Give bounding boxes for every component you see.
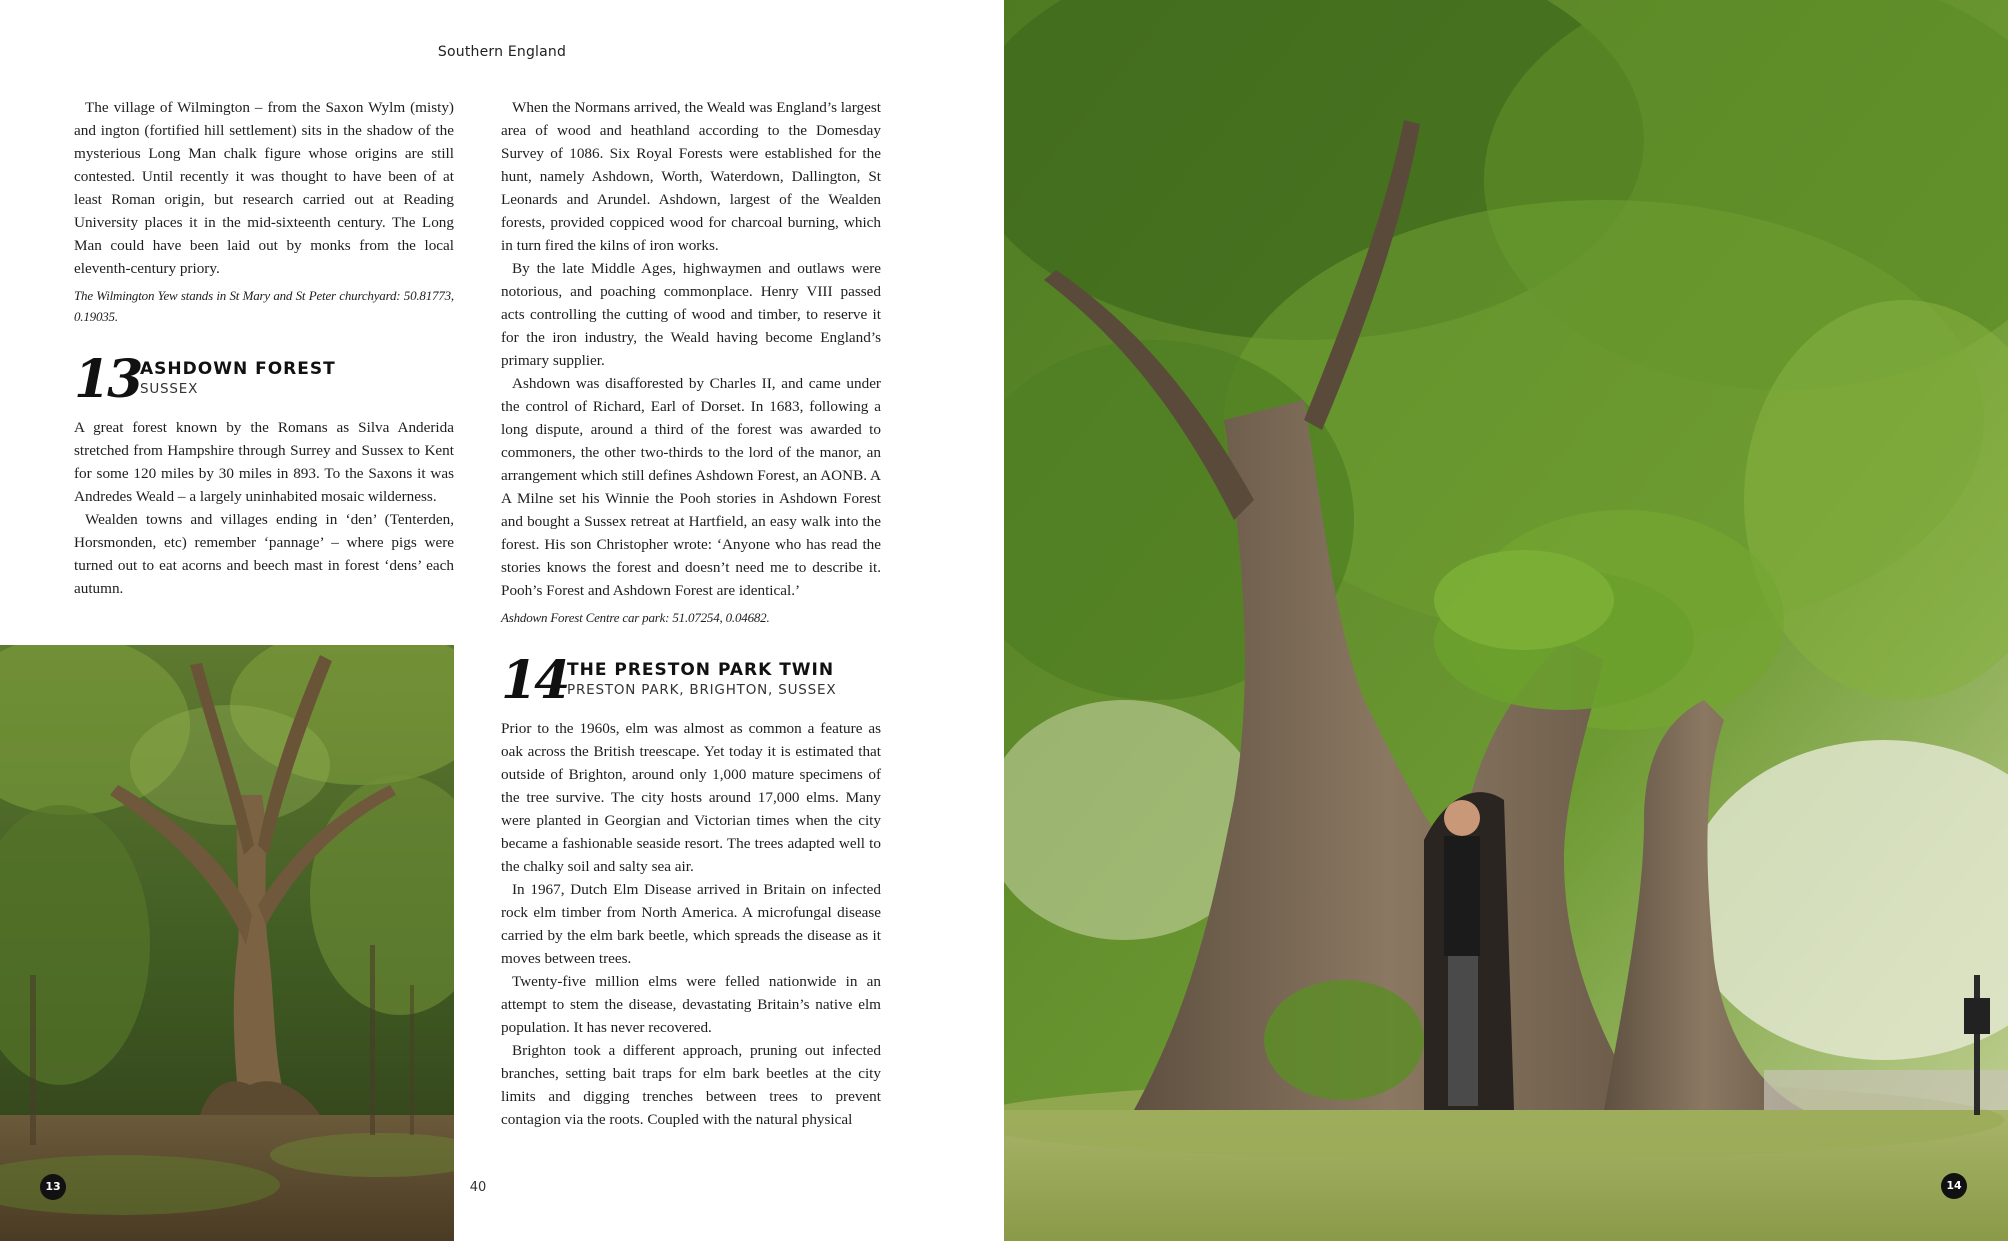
entry-title: ASHDOWN FOREST [140,359,336,379]
photo-number-badge: 14 [1941,1173,1967,1199]
wilmington-location-caption: The Wilmington Yew stands in St Mary and St Peter churchyard: 50.81773, 0.19035. [74,288,454,324]
elm-paragraph-4: Brighton took a different approach, pruning out infected branches, setting bait traps for elm bark beetles at the city limits and digging trenches between trees to prevent contagion via the roots. Coupled with the natural physical [501,1042,881,1128]
ashdown-location-caption: Ashdown Forest Centre car park: 51.07254, 0.04682. [501,610,770,625]
middle-ages-paragraph: By the late Middle Ages, highwaymen and outlaws were notorious, and poaching commonplace. Henry VIII passed acts controlling the cutting of wood and timber, to reserve it for the iron industry, the Weald having become England’s primary supplier. [501,260,881,369]
photo-number-badge: 13 [40,1174,66,1200]
elm-paragraph-3: Twenty-five million elms were felled nationwide in an attempt to stem the disease, devastating Britain’s native elm population. It has never recovered. [501,973,881,1036]
elm-paragraph-1: Prior to the 1960s, elm was almost as common a feature as oak across the British treescape. Yet today it is estimated that outside of Brighton, around only 1,000 mature specimens of the tree survive. The city hosts around 17,000 elms. Many were planted in Georgian and Victorian times when the city became a fashionable seaside resort. The trees adapted well to the chalky soil and salty sea air. [501,720,881,875]
entry-title: THE PRESTON PARK TWIN [567,660,835,680]
running-head: Southern England [437,44,567,60]
entry-number: 14 [501,650,568,711]
ashdown-paragraph-1: A great forest known by the Romans as Silva Anderida stretched from Hampshire through Surrey and Sussex to Kent for some 120 miles by 30 miles in 893. To the Saxons it was Andredes Weald – a largely uninhabited mosaic wilderness. [74,419,454,505]
elm-paragraph-2: In 1967, Dutch Elm Disease arrived in Britain on infected rock elm timber from North America. A microfungal disease carried by the elm bark beetle, which spreads the disease as it moves between trees. [501,881,881,967]
column-left [74,96,454,600]
normans-paragraph: When the Normans arrived, the Weald was England’s largest area of wood and heathland according to the Domesday Survey of 1086. Six Royal Forests were established for the hunt, namely Ashdown, Worth, Waterdown, Dallington, St Leonards and Arundel. Ashdown, largest of the Wealden forests, provided coppiced wood for charcoal burning, which in turn fired the kilns of iron works. [501,99,881,254]
entry-14-heading [501,650,881,711]
column-right [501,96,881,1131]
entry-13-heading [74,349,454,410]
page-number: 40 [469,1180,487,1195]
wilmington-paragraph: The village of Wilmington – from the Saxon Wylm (misty) and ington (fortified hill settlement) sits in the shadow of the mysterious Long Man chalk figure whose origins are still contested. Until recently it was thought to have been of at least Roman origin, but research carried out at Reading University places it in the mid-sixteenth century. The Long Man could have been laid out by monks from the local eleventh-century priory. [74,99,454,277]
entry-subtitle: PRESTON PARK, BRIGHTON, SUSSEX [567,682,837,698]
disafforested-paragraph: Ashdown was disafforested by Charles II, and came under the control of Richard, Earl of Dorset. In 1683, following a long dispute, around a third of the forest was awarded to commoners, the other two-thirds to the lord of the manor, an arrangement which still defines Ashdown Forest, an AONB. A A Milne set his Winnie the Pooh stories in Ashdown Forest and bought a Sussex retreat at Hartfield, an easy walk into the forest. His son Christopher wrote: ‘Anyone who has read the stories knows the forest and doesn’t need me to describe it. Pooh’s Forest and Ashdown Forest are identical.’ [501,375,881,599]
yew-tree-photo [0,645,454,1241]
entry-number: 13 [74,349,141,410]
entry-subtitle: SUSSEX [140,381,199,397]
ashdown-paragraph-2: Wealden towns and villages ending in ‘den’ (Tenterden, Horsmonden, etc) remember ‘pannage’ – where pigs were turned out to eat acorns and beech mast in forest ‘dens’ each autumn. [74,511,454,597]
elm-tree-photo [1004,0,2008,1241]
